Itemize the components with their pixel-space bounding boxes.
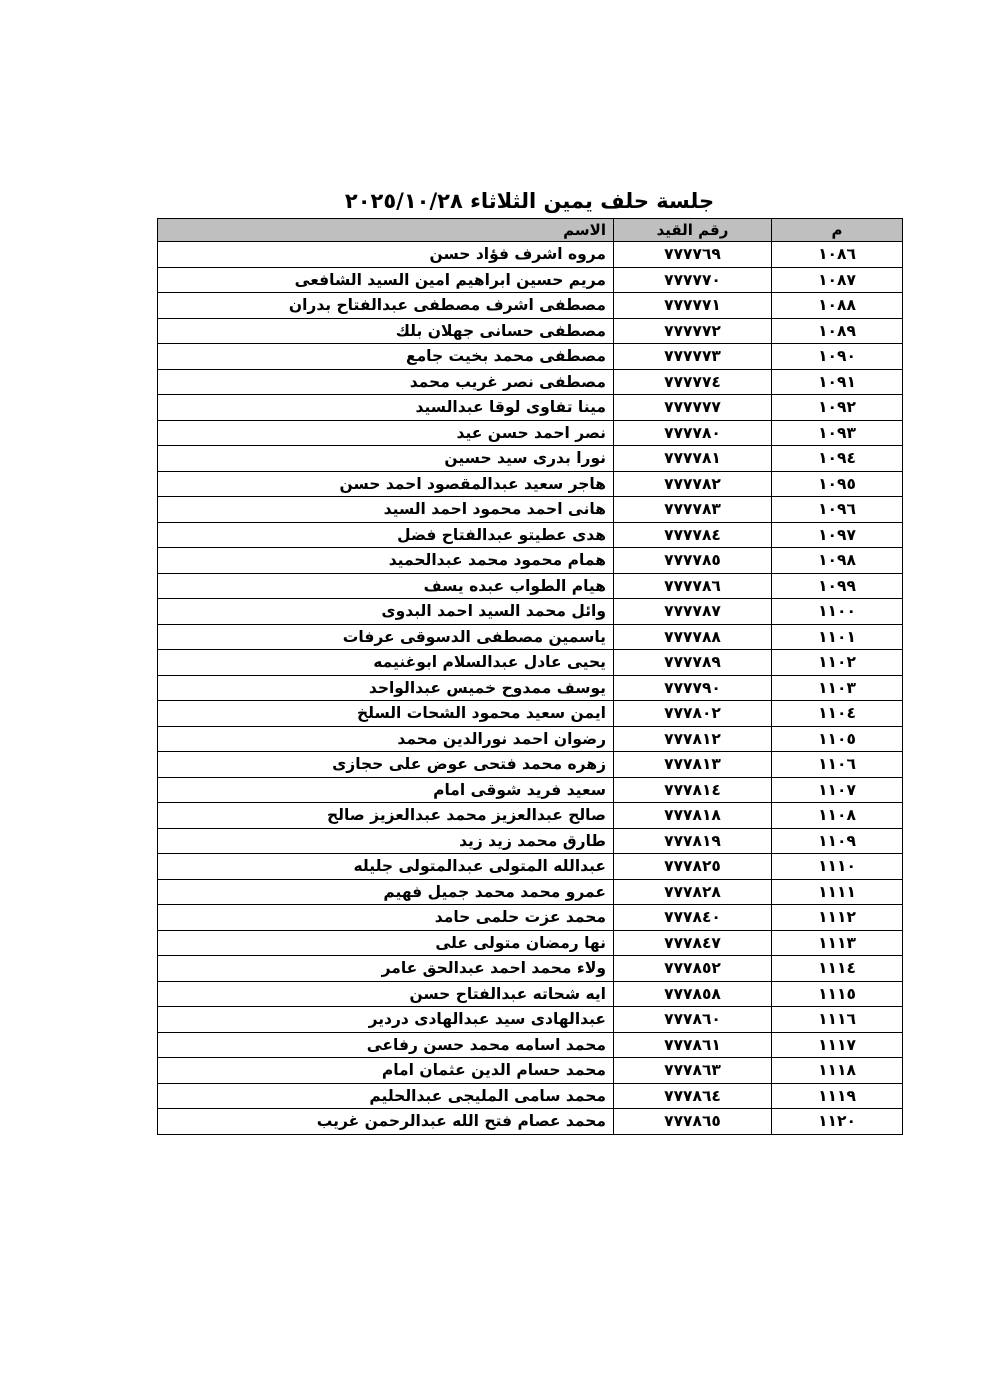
name-cell: محمد اسامه محمد حسن رفاعى (158, 1032, 614, 1058)
row-number-cell: ١٠٨٩ (772, 318, 903, 344)
registration-number-cell: ٧٧٧٧٦٩ (614, 242, 772, 268)
table-row (158, 446, 903, 472)
registration-number-cell: ٧٧٧٨٠٢ (614, 701, 772, 727)
registration-number-cell: ٧٧٧٧٧٤ (614, 369, 772, 395)
name-cell: ايمن سعيد محمود الشحات السلخ (158, 701, 614, 727)
name-cell: نورا بدرى سيد حسين (158, 446, 614, 472)
registration-number-cell: ٧٧٧٧٧١ (614, 293, 772, 319)
row-number-cell: ١١١٨ (772, 1058, 903, 1084)
row-number-cell: ١١٠٠ (772, 599, 903, 625)
row-number-cell: ١١٠٤ (772, 701, 903, 727)
table-row (158, 930, 903, 956)
row-number-cell: ١١٠١ (772, 624, 903, 650)
header-name: الاسم (158, 219, 614, 242)
table-row (158, 344, 903, 370)
row-number-cell: ١٠٩٠ (772, 344, 903, 370)
oath-roster-table (157, 218, 903, 1135)
registration-number-cell: ٧٧٧٨١٨ (614, 803, 772, 829)
registration-number-cell: ٧٧٧٧٨٢ (614, 471, 772, 497)
row-number-cell: ١١٠٧ (772, 777, 903, 803)
row-number-cell: ١١٠٨ (772, 803, 903, 829)
row-number-cell: ١١١١ (772, 879, 903, 905)
row-number-cell: ١٠٨٦ (772, 242, 903, 268)
name-cell: هدى عطيتو عبدالفتاح فضل (158, 522, 614, 548)
table-row (158, 650, 903, 676)
registration-number-cell: ٧٧٧٨٢٥ (614, 854, 772, 880)
header-num: م (772, 219, 903, 242)
registration-number-cell: ٧٧٧٨٦٣ (614, 1058, 772, 1084)
name-cell: محمد حسام الدين عثمان امام (158, 1058, 614, 1084)
table-row (158, 1032, 903, 1058)
name-cell: طارق محمد زيد زيد (158, 828, 614, 854)
name-cell: رضوان احمد نورالدين محمد (158, 726, 614, 752)
registration-number-cell: ٧٧٧٨١٩ (614, 828, 772, 854)
registration-number-cell: ٧٧٧٨٦٤ (614, 1083, 772, 1109)
row-number-cell: ١١٠٦ (772, 752, 903, 778)
row-number-cell: ١٠٩٣ (772, 420, 903, 446)
name-cell: محمد سامى المليجى عبدالحليم (158, 1083, 614, 1109)
name-cell: همام محمود محمد عبدالحميد (158, 548, 614, 574)
name-cell: هانى احمد محمود احمد السيد (158, 497, 614, 523)
name-cell: وائل محمد السيد احمد البدوى (158, 599, 614, 625)
table-row (158, 293, 903, 319)
header-row (158, 219, 903, 242)
row-number-cell: ١١٢٠ (772, 1109, 903, 1135)
row-number-cell: ١٠٨٧ (772, 267, 903, 293)
row-number-cell: ١١٠٢ (772, 650, 903, 676)
name-cell: محمد عزت حلمى حامد (158, 905, 614, 931)
row-number-cell: ١١١٤ (772, 956, 903, 982)
name-cell: عمرو محمد محمد جميل فهيم (158, 879, 614, 905)
table-body (158, 242, 903, 1135)
registration-number-cell: ٧٧٧٧٨٨ (614, 624, 772, 650)
table-row (158, 701, 903, 727)
table-row (158, 471, 903, 497)
row-number-cell: ١١٠٥ (772, 726, 903, 752)
document-title: جلسة حلف يمين الثلاثاء ٢٠٢٥/١٠/٢٨ (344, 189, 715, 213)
row-number-cell: ١١١٧ (772, 1032, 903, 1058)
name-cell: نصر احمد حسن عيد (158, 420, 614, 446)
table-row (158, 318, 903, 344)
registration-number-cell: ٧٧٧٨١٢ (614, 726, 772, 752)
name-cell: نها رمضان متولى على (158, 930, 614, 956)
name-cell: زهره محمد فتحى عوض على حجازى (158, 752, 614, 778)
header-reg: رقم القيد (614, 219, 772, 242)
name-cell: ولاء محمد احمد عبدالحق عامر (158, 956, 614, 982)
registration-number-cell: ٧٧٧٧٨١ (614, 446, 772, 472)
table-row (158, 828, 903, 854)
table-row (158, 905, 903, 931)
table-row (158, 522, 903, 548)
row-number-cell: ١١١٢ (772, 905, 903, 931)
name-cell: يوسف ممدوح خميس عبدالواحد (158, 675, 614, 701)
table-row (158, 624, 903, 650)
name-cell: ياسمين مصطفى الدسوقى عرفات (158, 624, 614, 650)
registration-number-cell: ٧٧٧٧٨٥ (614, 548, 772, 574)
registration-number-cell: ٧٧٧٧٨٠ (614, 420, 772, 446)
registration-number-cell: ٧٧٧٨٤٧ (614, 930, 772, 956)
table-row (158, 548, 903, 574)
registration-number-cell: ٧٧٧٧٧٧ (614, 395, 772, 421)
registration-number-cell: ٧٧٧٨٢٨ (614, 879, 772, 905)
row-number-cell: ١٠٩٧ (772, 522, 903, 548)
row-number-cell: ١٠٩٦ (772, 497, 903, 523)
registration-number-cell: ٧٧٧٨٥٨ (614, 981, 772, 1007)
table-row (158, 599, 903, 625)
table-row (158, 267, 903, 293)
name-cell: مصطفى محمد بخيت جامع (158, 344, 614, 370)
registration-number-cell: ٧٧٧٨١٣ (614, 752, 772, 778)
name-cell: صالح عبدالعزيز محمد عبدالعزيز صالح (158, 803, 614, 829)
table-row (158, 803, 903, 829)
registration-number-cell: ٧٧٧٧٨٣ (614, 497, 772, 523)
row-number-cell: ١١٠٣ (772, 675, 903, 701)
row-number-cell: ١١١٠ (772, 854, 903, 880)
registration-number-cell: ٧٧٧٨٦٥ (614, 1109, 772, 1135)
row-number-cell: ١٠٨٨ (772, 293, 903, 319)
registration-number-cell: ٧٧٧٨٤٠ (614, 905, 772, 931)
table-row (158, 956, 903, 982)
row-number-cell: ١١١٣ (772, 930, 903, 956)
registration-number-cell: ٧٧٧٧٩٠ (614, 675, 772, 701)
name-cell: عبدالهادى سيد عبدالهادى دردير (158, 1007, 614, 1033)
name-cell: هيام الطواب عبده يسف (158, 573, 614, 599)
table-row (158, 854, 903, 880)
name-cell: يحيى عادل عبدالسلام ابوغنيمه (158, 650, 614, 676)
table-row (158, 369, 903, 395)
table-row (158, 1083, 903, 1109)
name-cell: مروه اشرف فؤاد حسن (158, 242, 614, 268)
row-number-cell: ١١١٦ (772, 1007, 903, 1033)
table-row (158, 395, 903, 421)
table-row (158, 1109, 903, 1135)
table-row (158, 420, 903, 446)
registration-number-cell: ٧٧٧٨٦٠ (614, 1007, 772, 1033)
table-row (158, 1058, 903, 1084)
registration-number-cell: ٧٧٧٧٨٤ (614, 522, 772, 548)
registration-number-cell: ٧٧٧٨١٤ (614, 777, 772, 803)
registration-number-cell: ٧٧٧٧٧٢ (614, 318, 772, 344)
row-number-cell: ١٠٩٥ (772, 471, 903, 497)
name-cell: مينا تفاوى لوقا عبدالسيد (158, 395, 614, 421)
name-cell: مصطفى نصر غريب محمد (158, 369, 614, 395)
row-number-cell: ١٠٩٤ (772, 446, 903, 472)
table-row (158, 497, 903, 523)
name-cell: مريم حسين ابراهيم امين السيد الشافعى (158, 267, 614, 293)
table-row (158, 981, 903, 1007)
table-row (158, 1007, 903, 1033)
registration-number-cell: ٧٧٧٧٨٩ (614, 650, 772, 676)
name-cell: مصطفى اشرف مصطفى عبدالفتاح بدران (158, 293, 614, 319)
row-number-cell: ١٠٩٢ (772, 395, 903, 421)
name-cell: سعيد فريد شوقى امام (158, 777, 614, 803)
name-cell: مصطفى حسانى جهلان بلك (158, 318, 614, 344)
row-number-cell: ١١١٩ (772, 1083, 903, 1109)
registration-number-cell: ٧٧٧٧٧٣ (614, 344, 772, 370)
registration-number-cell: ٧٧٧٧٨٧ (614, 599, 772, 625)
registration-number-cell: ٧٧٧٧٨٦ (614, 573, 772, 599)
name-cell: ايه شحاته عبدالفتاح حسن (158, 981, 614, 1007)
row-number-cell: ١٠٩٩ (772, 573, 903, 599)
table-row (158, 879, 903, 905)
table-row (158, 752, 903, 778)
row-number-cell: ١٠٩١ (772, 369, 903, 395)
name-cell: محمد عصام فتح الله عبدالرحمن غريب (158, 1109, 614, 1135)
registration-number-cell: ٧٧٧٨٥٢ (614, 956, 772, 982)
table-row (158, 242, 903, 268)
name-cell: هاجر سعيد عبدالمقصود احمد حسن (158, 471, 614, 497)
registration-number-cell: ٧٧٧٧٧٠ (614, 267, 772, 293)
table-row (158, 573, 903, 599)
table-row (158, 777, 903, 803)
table-header (158, 219, 903, 242)
row-number-cell: ١٠٩٨ (772, 548, 903, 574)
row-number-cell: ١١٠٩ (772, 828, 903, 854)
registration-number-cell: ٧٧٧٨٦١ (614, 1032, 772, 1058)
name-cell: عبدالله المتولى عبدالمتولى جليله (158, 854, 614, 880)
table-row (158, 726, 903, 752)
table-row (158, 675, 903, 701)
row-number-cell: ١١١٥ (772, 981, 903, 1007)
